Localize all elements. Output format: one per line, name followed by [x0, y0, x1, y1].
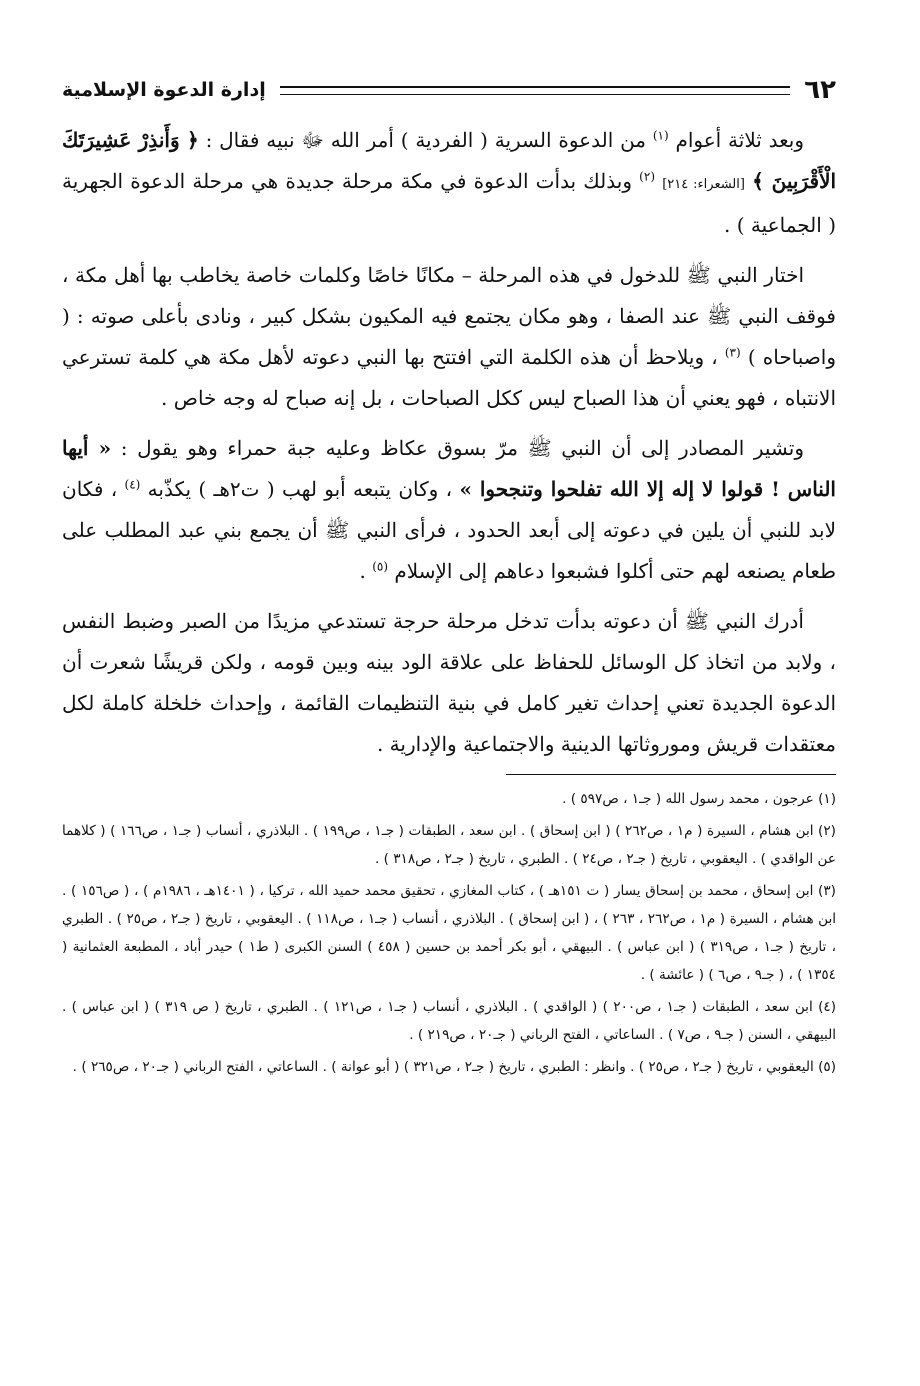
paragraph-2: [62, 255, 836, 419]
running-title: إدارة الدعوة الإسلامية: [62, 79, 266, 101]
paragraph-text: ، ويلاحظ أن هذه الكلمة التي افتتح بها النبي دعوته لأهل مكة هي كلمة تسترعي الانتباه ، فهو يعني أن هذا الصباح ليس ككل الصباحات ، بل إنه صباح له وجه خاص .: [62, 345, 836, 410]
paragraph-text: .: [359, 559, 366, 583]
book-page: [62, 70, 836, 1085]
footnote-2: (٢) ابن هشام ، السيرة ( م١ ، ص٢٦٢ ) ( ابن إسحاق ) . ابن سعد ، الطبقات ( جـ١ ، ص١٩٩ ) . البلاذري ، أنساب ( جـ١ ، ص١٦٦ ) ( كلاهما عن الواقدي ) . اليعقوبي ، تاريخ ( جـ٢ ، ص٢٤ ) . الطبري ، تاريخ ( جـ٢ ، ص٣١٨ ) .: [62, 823, 836, 867]
footnote-5: (٥) اليعقوبي ، تاريخ ( جـ٢ ، ص٢٥ ) . وانظر : الطبري ، تاريخ ( جـ٢ ، ص٣٢١ ) ( أبو عوانة ) . الساعاتي ، الفتح الرباني ( جـ٢٠ ، ص٢٦٥ ) .: [72, 1059, 836, 1075]
prophet-quote: « أيها الناس ! قولوا لا إله إلا الله تفلحوا وتنجحوا »: [62, 436, 836, 501]
footnote-marker: (٤): [124, 477, 141, 492]
paragraph-text: ، فكان لابد للنبي أن يلين في دعوته إلى أبعد الحدود ، فرأى النبي ﷺ أن يجمع بني عبد المطلب على طعام يصنعه لهم حتى أكلوا فشبعوا دعاهم إلى الإسلام: [62, 477, 836, 583]
paragraph-text: وبذلك بدأت الدعوة في مكة مرحلة جديدة هي مرحلة الدعوة الجهرية ( الجماعية ) .: [62, 169, 836, 237]
footnote-marker: (١): [652, 128, 669, 143]
footnotes: [62, 785, 836, 1081]
page-number: ٦٢: [804, 75, 836, 105]
paragraph-1: [62, 120, 836, 246]
paragraph-3: [62, 428, 836, 592]
paragraph-text: اختار النبي ﷺ للدخول في هذه المرحلة – مكانًا خاصًا وكلمات خاصة يخاطب بها أهل مكة ، فوقف النبي ﷺ عند الصفا ، وهو مكان يجتمع فيه المكيون بشكل كبير ، ونادى بأعلى صوته : ( واصباحاه ): [62, 263, 837, 369]
footnote-marker: (٥): [372, 559, 389, 574]
header-double-rule: [280, 86, 791, 95]
footnote-marker: (٢): [639, 169, 655, 184]
footnote-3: (٣) ابن إسحاق ، محمد بن إسحاق يسار ( ت ١٥١هـ ) ، كتاب المغازي ، تحقيق محمد حميد الله ، تركيا ، ( ١٤٠١هـ ، ١٩٨٦م ) ، ( ص١٥٦ ) . ابن هشام ، السيرة ( م١ ، ص٢٦٢ ، ٢٦٣ ) ، ( ابن إسحاق ) . البلاذري ، أنساب ( جـ١ ، ص١١٨ ) . اليعقوبي ، تاريخ ( جـ٢ ، ص٢٥ ) . الطبري ، تاريخ ( جـ١ ، ص٣١٩ ) ( ابن عباس ) . البيهقي ، أبو بكر أحمد بن حسين ( ٤٥٨ ) السنن الكبرى ( ط١ ) حيدر أباد ، المطبعة العثمانية ( ١٣٥٤ ) ، ( جـ٩ ، ص٦ ) ( عائشة ) .: [62, 883, 837, 983]
running-header: [62, 70, 836, 110]
footnote-marker: (٣): [724, 345, 741, 360]
paragraph-text: ، وكان يتبعه أبو لهب ( ت٢هـ ) يكذّبه: [147, 477, 453, 501]
paragraph-text: أدرك النبي ﷺ أن دعوته بدأت تدخل مرحلة حرجة تستدعي مزيدًا من الصبر وضبط النفس ، ولابد من اتخاذ كل الوسائل للحفاظ على علاقة الود بينه وبين قومه ، ولكن قريشًا شعرت أن الدعوة الجديدة تعني إحداث تغير كامل في بنية التنظيمات القائمة ، وإحداث خلخلة كاملة لكل معتقدات قريش وموروثاتها الدينية والاجتماعية والإدارية .: [62, 609, 836, 756]
paragraph-text: وبعد ثلاثة أعوام: [675, 128, 805, 152]
verse-reference: [الشعراء: ٢١٤]: [662, 177, 745, 192]
quran-verse: ﴿ وَأَنذِرْ عَشِيرَتَكَ الْأَقْرَبِينَ ﴾: [62, 128, 837, 193]
footnote-separator: [506, 774, 836, 775]
paragraph-text: من الدعوة السرية ( الفردية ) أمر الله ﷻ نبيه فقال :: [205, 128, 647, 152]
paragraph-4: [62, 601, 836, 765]
footnote-4: (٤) ابن سعد ، الطبقات ( جـ١ ، ص٢٠٠ ) ( الواقدي ) . البلاذري ، أنساب ( جـ١ ، ص١٢١ ) . الطبري ، تاريخ ( ص ٣١٩ ) ( ابن عباس ) . البيهقي ، السنن ( جـ٩ ، ص٧ ) . الساعاتي ، الفتح الرباني ( جـ٢٠ ، ص٢١٩ ) .: [62, 999, 836, 1043]
paragraph-text: وتشير المصادر إلى أن النبي ﷺ مرّ بسوق عكاظ وعليه جبة حمراء وهو يقول :: [120, 436, 804, 460]
main-text: [62, 120, 836, 765]
footnote-1: (١) عرجون ، محمد رسول الله ( جـ١ ، ص٥٩٧ ) .: [562, 791, 836, 807]
